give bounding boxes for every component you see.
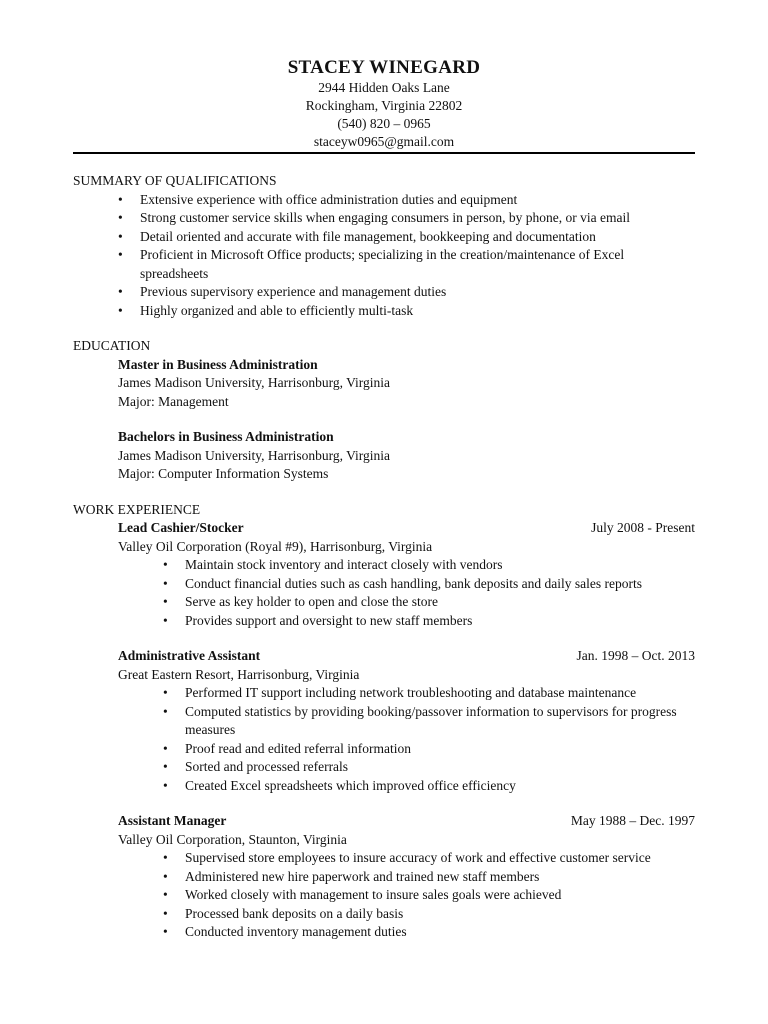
degree-name: Bachelors in Business Administration: [118, 429, 334, 444]
job-dates: May 1988 – Dec. 1997: [570, 813, 695, 828]
degree-major: Major: Computer Information Systems: [118, 466, 329, 481]
job-duties: [163, 684, 695, 795]
job-duties: [163, 849, 695, 942]
job-duty: • Maintain stock inventory and interact closely with vendors: [163, 556, 695, 575]
work-section: [73, 501, 695, 942]
degree-school: James Madison University, Harrisonburg, Virginia: [118, 375, 391, 390]
job-company: Valley Oil Corporation, Staunton, Virginia: [118, 831, 347, 847]
job-duty: • Sorted and processed referrals: [163, 758, 695, 777]
summary-item: • Proficient in Microsoft Office products; specializing in the creation/maintenance of Excel spreadsheets: [118, 246, 695, 283]
degree-name: Master in Business Administration: [118, 356, 318, 372]
job-duty: • Computed statistics by providing booking/passover information to supervisors for progress measures: [163, 703, 695, 740]
job-duty: • Serve as key holder to open and close the store: [163, 593, 695, 612]
job-duty: • Conduct financial duties such as cash handling, bank deposits and daily sales reports: [163, 575, 695, 594]
job-duties: [163, 556, 695, 630]
job-dates: Jan. 1998 – Oct. 2013: [576, 648, 695, 663]
job-duty: • Provides support and oversight to new staff members: [163, 612, 695, 631]
education-list: [118, 356, 695, 484]
summary-list: [118, 191, 695, 321]
job-duty: • Created Excel spreadsheets which improved office efficiency: [163, 777, 695, 796]
phone-number: (540) 820 – 0965: [337, 116, 431, 131]
job-company: Valley Oil Corporation (Royal #9), Harrisonburg, Virginia: [118, 538, 433, 554]
summary-title: SUMMARY OF QUALIFICATIONS: [73, 173, 277, 188]
job-duty: • Processed bank deposits on a daily basis: [163, 905, 695, 924]
address-line-2: Rockingham, Virginia 22802: [305, 98, 463, 113]
job-entry: [118, 647, 695, 795]
job-duty: • Conducted inventory management duties: [163, 923, 695, 942]
job-entry: [118, 519, 695, 630]
job-header: [118, 812, 695, 831]
summary-item: • Extensive experience with office administration duties and equipment: [118, 191, 695, 210]
summary-item: • Previous supervisory experience and management duties: [118, 283, 695, 302]
education-title: EDUCATION: [73, 338, 151, 353]
summary-section: [73, 172, 695, 320]
education-section: [73, 337, 695, 484]
job-list-container: [118, 519, 695, 942]
job-title: Assistant Manager: [118, 813, 227, 828]
address-line-1: 2944 Hidden Oaks Lane: [318, 80, 450, 95]
degree-major: Major: Management: [118, 393, 229, 409]
job-company: Great Eastern Resort, Harrisonburg, Virginia: [118, 666, 360, 682]
job-duty: • Worked closely with management to insure sales goals were achieved: [163, 886, 695, 905]
degree-school: James Madison University, Harrisonburg, Virginia: [118, 447, 391, 463]
job-title: Lead Cashier/Stocker: [118, 520, 244, 535]
job-header: [118, 647, 695, 666]
job-entry: [118, 812, 695, 942]
degree-entry: [118, 356, 695, 412]
degree-entry: [118, 428, 695, 484]
job-duty: • Supervised store employees to insure accuracy of work and effective customer service: [163, 849, 695, 868]
job-duty: • Administered new hire paperwork and trained new staff members: [163, 868, 695, 887]
job-header: [118, 519, 695, 538]
job-dates: July 2008 - Present: [591, 520, 695, 535]
job-duty: • Performed IT support including network troubleshooting and database maintenance: [163, 684, 695, 703]
summary-item: • Detail oriented and accurate with file management, bookkeeping and documentation: [118, 228, 695, 247]
header-divider: [73, 152, 695, 154]
candidate-name: STACEY WINEGARD: [287, 57, 481, 78]
job-title: Administrative Assistant: [118, 648, 261, 663]
job-duty: • Proof read and edited referral information: [163, 740, 695, 759]
summary-item: • Highly organized and able to efficiently multi-task: [118, 302, 695, 321]
summary-item: • Strong customer service skills when engaging consumers in person, by phone, or via email: [118, 209, 695, 228]
resume-body: [73, 172, 695, 959]
resume-header: [0, 57, 768, 151]
email-address: staceyw0965@gmail.com: [313, 134, 455, 149]
work-title: WORK EXPERIENCE: [73, 501, 201, 517]
